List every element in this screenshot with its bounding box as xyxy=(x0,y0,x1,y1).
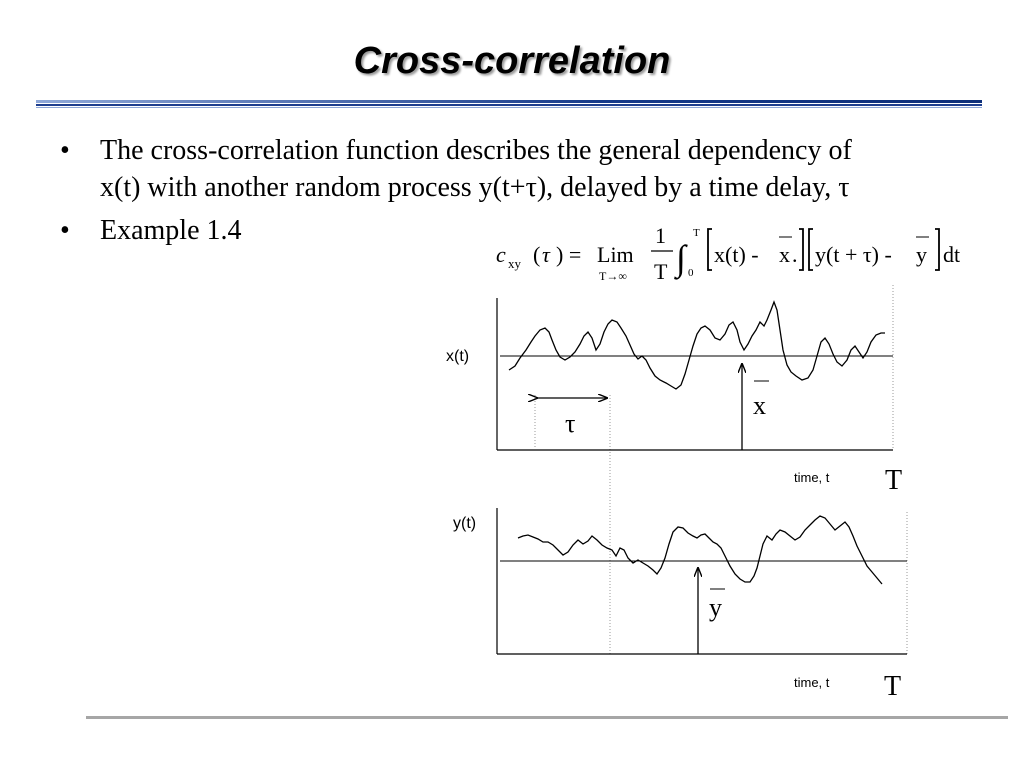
formula-dot: . xyxy=(792,242,798,267)
y-signal-trace xyxy=(518,516,882,584)
formula-tau: τ xyxy=(542,242,550,267)
formula-x-term: x(t) - xyxy=(714,242,759,267)
x-plot-label: x(t) xyxy=(446,348,470,365)
y-plot-label: y(t) xyxy=(453,515,477,532)
tau-label: τ xyxy=(565,409,576,438)
formula-y-term: y(t + τ) - xyxy=(815,242,892,267)
y-signal-plot xyxy=(453,508,907,702)
bracket-right-2 xyxy=(935,229,939,270)
bullet-text: The cross-correlation function describes the general dependency of x(t) with another random process y(t+τ), delayed by a time delay, τ xyxy=(100,135,852,203)
x-mean-label: x xyxy=(753,391,766,420)
formula-lim: Lim xyxy=(597,242,634,267)
x-plot-time-label: time, t xyxy=(794,470,830,485)
formula-rparen-equals: ) = xyxy=(556,242,582,267)
integral-sign: ∫ xyxy=(676,238,686,278)
y-plot-period-label: T xyxy=(884,671,902,702)
integral-lower-limit: 0 xyxy=(688,267,694,279)
formula-x-bar: x xyxy=(779,242,790,267)
bullet-marker: • xyxy=(60,215,70,246)
formula-denominator: T xyxy=(654,259,668,284)
y-plot-time-label: time, t xyxy=(794,675,830,690)
formula-lparen: ( xyxy=(533,242,541,267)
formula-numerator: 1 xyxy=(655,223,666,248)
y-mean-label: y xyxy=(709,593,722,622)
x-signal-plot xyxy=(446,298,902,496)
formula-subscript-xy: xy xyxy=(508,256,521,271)
bracket-left-2 xyxy=(809,229,813,270)
formula-c: c xyxy=(496,242,506,267)
bracket-right-1 xyxy=(799,229,803,270)
formula-y-bar: y xyxy=(916,242,927,267)
formula-lim-subscript: T→∞ xyxy=(599,269,627,283)
integral-upper-limit: T xyxy=(693,227,700,239)
slide-title: Cross-correlation xyxy=(353,40,671,82)
bracket-left-1 xyxy=(708,229,712,270)
cross-correlation-formula xyxy=(496,223,960,284)
x-signal-trace xyxy=(509,302,885,389)
footer-rule xyxy=(86,716,1008,719)
bullet-text: Example 1.4 xyxy=(100,215,242,246)
formula-dt: dt xyxy=(943,242,961,267)
bullet-marker: • xyxy=(60,135,70,166)
x-plot-period-label: T xyxy=(885,465,903,496)
